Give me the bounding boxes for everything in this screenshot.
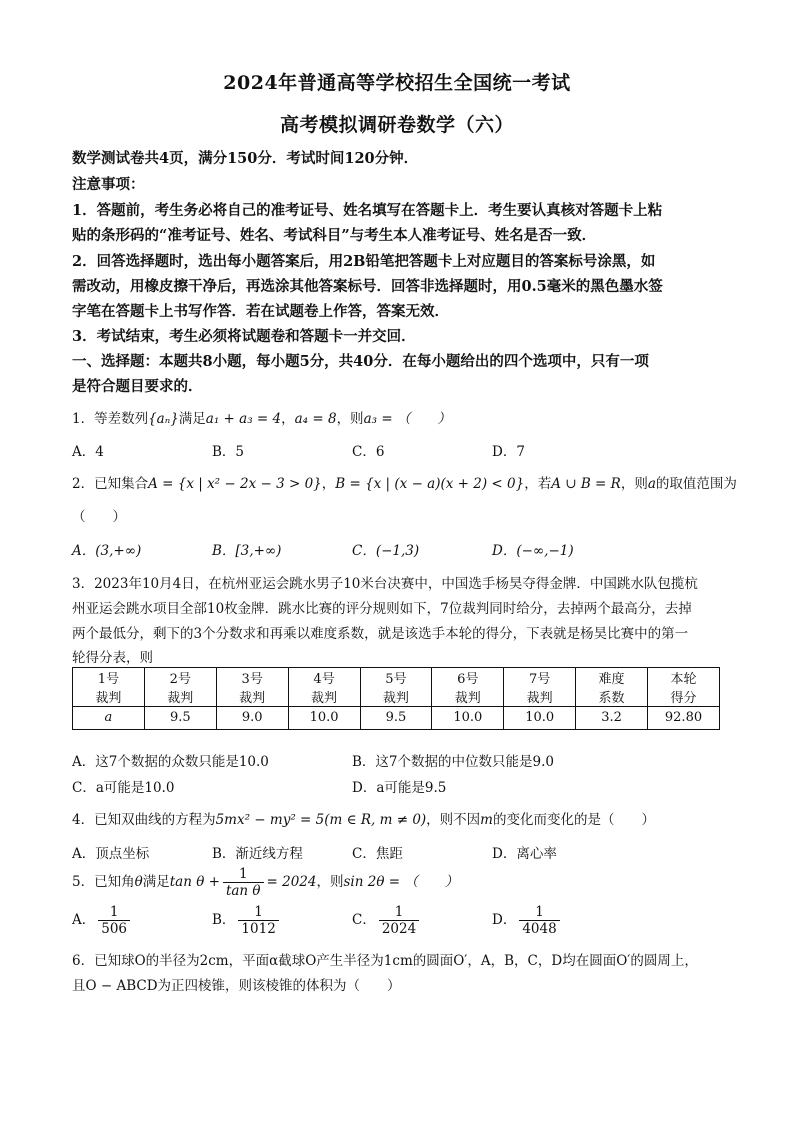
q2-set-a: A = {x | x² − 2x − 3 > 0} xyxy=(148,476,322,492)
table-row xyxy=(73,707,720,730)
header-top: 2号 xyxy=(169,672,191,687)
q2-answer-paren: （ ） xyxy=(72,509,126,525)
question-5-stem xyxy=(72,866,732,899)
q5-fraction xyxy=(223,866,264,899)
fraction-denominator: 1012 xyxy=(241,921,276,937)
q3-option-c: C．a可能是10.0 xyxy=(72,780,175,796)
q5-equation: = 2024 xyxy=(266,874,317,890)
table-cell: 9.5 xyxy=(360,707,432,730)
q4-option-b: B．渐近线方程 xyxy=(212,846,303,862)
question-2-stem xyxy=(72,472,737,492)
q1-text: ，则 xyxy=(336,411,364,427)
q2-text: 的取值范围为 xyxy=(655,476,737,492)
header-bottom: 裁判 xyxy=(239,691,266,706)
question-4-stem xyxy=(72,808,732,828)
table-header-cell xyxy=(432,668,504,707)
question-6-line-1: 6．已知球O的半径为2cm，平面α截球O产生半径为1cm的圆面O′，A，B，C，D均在圆面O′的圆周上， xyxy=(72,953,698,969)
q2-option-a: A．(3,+∞) xyxy=(72,543,142,559)
notice-2a: 2．回答选择题时，选出每小题答案后，用2B铅笔把答题卡上对应题目的答案标号涂黑，如 xyxy=(72,253,656,270)
q1-sequence: {aₙ} xyxy=(148,411,179,427)
q1-option-b: B．5 xyxy=(212,444,245,460)
q4-option-d: D．离心率 xyxy=(492,846,557,862)
table-header-cell xyxy=(216,668,288,707)
fraction-numerator: 1 xyxy=(238,904,278,921)
table-header-cell xyxy=(73,668,145,707)
table-cell: 3.2 xyxy=(576,707,648,730)
q2-option-c: C．(−1,3) xyxy=(352,543,420,559)
q2-text: 2．已知集合 xyxy=(72,476,149,492)
fraction-denominator: 4048 xyxy=(522,921,557,937)
q2-option-b: B．[3,+∞) xyxy=(212,543,282,559)
fraction-numerator: 1 xyxy=(519,904,559,921)
q2-text: ，则 xyxy=(620,476,648,492)
header-top: 6号 xyxy=(457,672,479,687)
table-header-cell xyxy=(144,668,216,707)
question-3-para-3: 两个最低分，剩下的3个分数求和再乘以难度系数，就是该选手本轮的得分，下表就是杨昊比赛中的第一 xyxy=(72,626,689,642)
header-top: 7号 xyxy=(529,672,551,687)
notice-title: 注意事项： xyxy=(72,176,145,193)
q5-ask: sin 2θ = （ ） xyxy=(343,874,459,890)
header-bottom: 得分 xyxy=(670,691,697,706)
question-3-para-1: 3．2023年10月4日，在杭州亚运会跳水男子10米台决赛中，中国选手杨昊夺得金牌．中国跳水队包揽杭 xyxy=(72,576,698,592)
q4-text: ，则不因 xyxy=(426,812,481,828)
intro-line: 数学测试卷共4页，满分150分．考试时间120分钟． xyxy=(72,150,419,167)
fraction-numerator: 1 xyxy=(223,866,264,883)
header-top: 1号 xyxy=(97,672,120,687)
q3-option-a: A．这7个数据的众数只能是10.0 xyxy=(72,754,269,770)
question-3-para-2: 州亚运会跳水项目全部10枚金牌．跳水比赛的评分规则如下，7位裁判同时给分，去掉两个最高分，去掉 xyxy=(72,601,692,617)
table-cell: 10.0 xyxy=(504,707,576,730)
q1-text: ， xyxy=(281,411,295,427)
q4-equation: 5mx² − my² = 5(m ∈ R, m ≠ 0) xyxy=(215,812,427,828)
header-top: 5号 xyxy=(385,672,407,687)
table-cell: 9.5 xyxy=(144,707,216,730)
header-bottom: 系数 xyxy=(598,691,625,706)
header-bottom: 裁判 xyxy=(526,691,553,706)
table-cell: a xyxy=(73,707,145,730)
header-top: 本轮 xyxy=(670,672,697,687)
q5-tan: tan θ + xyxy=(169,874,220,890)
exam-subtitle: 高考模拟调研卷数学（六） xyxy=(279,114,514,136)
fraction-denominator: 506 xyxy=(101,921,128,937)
header-bottom: 裁判 xyxy=(454,691,481,706)
q4-text: 4．已知双曲线的方程为 xyxy=(72,812,216,828)
q1-ask: a₃ = （ ） xyxy=(363,411,451,427)
table-header-cell xyxy=(288,668,360,707)
table-header-row xyxy=(73,668,720,707)
fraction-denominator: 2024 xyxy=(381,921,417,937)
notice-2c: 字笔在答题卡上书写作答．若在试题卷上作答，答案无效． xyxy=(72,303,449,320)
notice-1b: 贴的条形码的“准考证号、姓名、考试科目”与考生本人准考证号、姓名是否一致． xyxy=(72,227,597,244)
q4-text: 的变化而变化的是（ ） xyxy=(492,812,655,828)
notice-2b: 需改动，用橡皮擦干净后，再选涂其他答案标号．回答非选择题时，用0.5毫米的黑色墨水签 xyxy=(72,278,663,295)
q1-condition: a₄ = 8 xyxy=(294,411,337,427)
option-fraction xyxy=(98,904,130,937)
table-header-cell xyxy=(576,668,648,707)
q4-var: m xyxy=(480,812,493,828)
q3-option-b: B．这7个数据的中位数只能是9.0 xyxy=(352,754,554,770)
q5-option-c xyxy=(352,904,422,937)
header-top: 4号 xyxy=(313,672,335,687)
option-label: C． xyxy=(352,912,376,928)
header-bottom: 裁判 xyxy=(311,691,338,706)
q4-option-c: C．焦距 xyxy=(352,846,403,862)
option-fraction xyxy=(379,904,419,937)
fraction-numerator: 1 xyxy=(379,904,419,921)
table-cell: 10.0 xyxy=(432,707,504,730)
header-top: 难度 xyxy=(598,672,625,687)
notice-1a: 1．答题前，考生务必将自己的准考证号、姓名填写在答题卡上．考生要认真核对答题卡上粘 xyxy=(72,202,663,219)
q3-option-d: D．a可能是9.5 xyxy=(352,780,447,796)
header-bottom: 裁判 xyxy=(167,691,194,706)
q1-option-c: C．6 xyxy=(352,444,385,460)
header-bottom: 裁判 xyxy=(382,691,409,706)
option-label: B． xyxy=(212,912,236,928)
table-cell: 9.0 xyxy=(216,707,288,730)
q5-text: 5．已知角 xyxy=(72,874,135,890)
q5-option-a xyxy=(72,904,133,937)
q1-option-a: A．4 xyxy=(72,444,104,460)
q5-theta: θ xyxy=(134,874,143,890)
table-header-cell xyxy=(504,668,576,707)
option-fraction xyxy=(238,904,278,937)
question-6-line-2: 且O − ABCD为正四棱锥，则该棱锥的体积为（ ） xyxy=(72,978,401,994)
table-cell: 92.80 xyxy=(648,707,720,730)
score-table xyxy=(72,667,720,730)
q4-option-a: A．顶点坐标 xyxy=(72,846,150,862)
q5-text: 满足 xyxy=(142,874,170,890)
q5-text: ，则 xyxy=(316,874,344,890)
q2-option-d: D．(−∞,−1) xyxy=(492,543,574,559)
q5-option-d xyxy=(492,904,563,937)
exam-title: 2024年普通高等学校招生全国统一考试 xyxy=(223,72,571,94)
q1-option-d: D．7 xyxy=(492,444,525,460)
fraction-denominator: tan θ xyxy=(225,883,261,899)
q2-var: a xyxy=(647,476,656,492)
notice-3: 3．考试结束，考生必须将试题卷和答题卡一并交回． xyxy=(72,328,416,345)
section-1-heading-b: 是符合题目要求的． xyxy=(72,378,203,395)
table-header-cell xyxy=(648,668,720,707)
table-header-cell xyxy=(360,668,432,707)
question-3-para-4: 轮得分表，则 xyxy=(72,650,153,666)
option-label: A． xyxy=(72,912,96,928)
q1-text: 1．等差数列 xyxy=(72,411,149,427)
question-1-stem xyxy=(72,407,732,427)
fraction-numerator: 1 xyxy=(98,904,130,921)
q2-text: ， xyxy=(321,476,336,492)
section-1-heading-a: 一、选择题：本题共8小题，每小题5分，共40分．在每小题给出的四个选项中，只有一项 xyxy=(72,353,649,370)
option-label: D． xyxy=(492,912,517,928)
q1-text: 满足 xyxy=(178,411,206,427)
q1-condition: a₁ + a₃ = 4 xyxy=(205,411,282,427)
q2-text: ，若 xyxy=(524,476,552,492)
q5-option-b xyxy=(212,904,282,937)
q2-set-b: B = {x | (x − a)(x + 2) < 0} xyxy=(335,476,525,492)
q2-union: A ∪ B = R xyxy=(551,476,621,492)
option-fraction xyxy=(519,904,559,937)
table-cell: 10.0 xyxy=(288,707,360,730)
header-bottom: 裁判 xyxy=(95,691,122,706)
header-top: 3号 xyxy=(241,672,263,687)
